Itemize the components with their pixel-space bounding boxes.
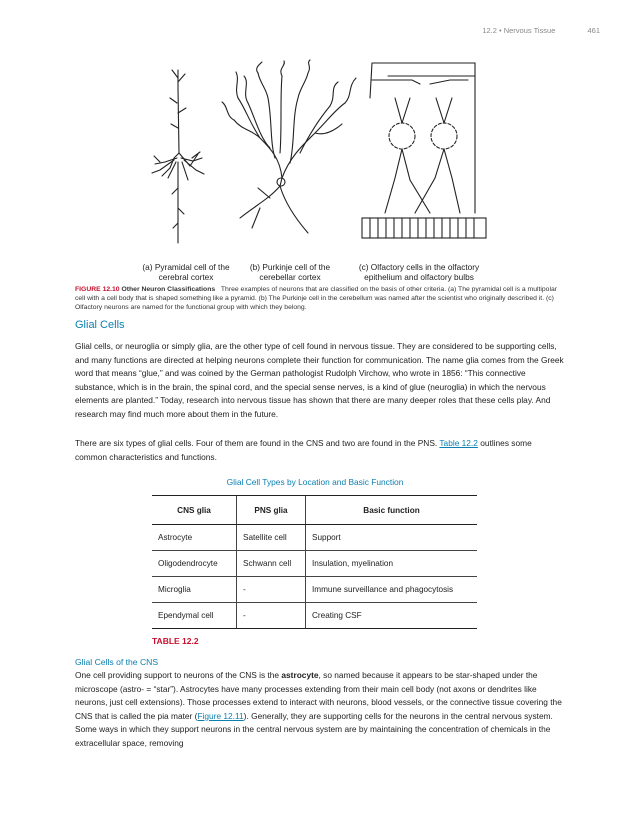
glial-table xyxy=(152,495,477,629)
paragraph-text: outlines some common characteristics and functions. xyxy=(75,438,532,462)
figure-link[interactable]: Figure 12.11 xyxy=(197,710,244,721)
table-row xyxy=(152,577,477,603)
purkinje-cell-drawing xyxy=(222,60,356,233)
paragraph-text: One cell providing support to neurons of the CNS is the xyxy=(75,670,280,680)
table-cell: Microglia xyxy=(152,577,237,603)
table-cell: Support xyxy=(306,525,478,551)
table-header-cell: CNS glia xyxy=(152,496,237,525)
page-number: 461 xyxy=(587,26,600,35)
paragraph-text: ). Generally, they are supporting cells for the neurons in the central nervous system. Some ways in which they support neurons in the central nervous system are by maintaining the concentration of chemicals in the extracellular space, removing xyxy=(75,710,553,748)
table-row xyxy=(152,525,477,551)
section-title: Glial Cells xyxy=(75,319,125,331)
figure-number: FIGURE 12.10 xyxy=(75,286,120,293)
figure-caption-text: Three examples of neurons that are classified on the basis of other criteria. (a) The pyramidal cell is a multipolar cell with a cell body that is shaped something like a pyramid. (b) The Purkinje cell in the cerebellum was named after the scientist who originally described it. (c) Olfactory neurons are named for the functional group with which they belong. xyxy=(75,286,558,312)
subcaption-b: (b) Purkinje cell of the cerebellar cortex xyxy=(249,262,331,282)
table-title: Glial Cell Types by Location and Basic Function xyxy=(226,477,404,487)
paragraph-text: There are six types of glial cells. Four of them are found in the CNS and two are found in the PNS. xyxy=(75,438,438,448)
subcaption-a: (a) Pyramidal cell of the cerebral cortex xyxy=(142,262,230,282)
table-cell: - xyxy=(237,577,306,603)
table-header-cell: PNS glia xyxy=(237,496,306,525)
term-astrocyte: astrocyte xyxy=(281,670,319,680)
paragraph-glial-types xyxy=(75,437,565,464)
table-header-cell: Basic function xyxy=(306,496,478,525)
table-label: TABLE 12.2 xyxy=(152,636,199,646)
paragraph-text: , so named because it appears to be star-shaped under the microscope (astro- = “star”). Astrocytes have many processes extending from their main cell body (not axons or dendrites like neurons, just cell extensions). Those processes extend to interact with neurons, blood vessels, or the connective tissue covering the CNS that is called the pia mater ( xyxy=(75,670,562,721)
neuron-figure xyxy=(130,58,500,246)
paragraph-astrocyte xyxy=(75,669,565,751)
table-cell: Schwann cell xyxy=(237,551,306,577)
table-row xyxy=(152,551,477,577)
olfactory-cells-drawing xyxy=(362,63,486,238)
table-header-row xyxy=(152,496,477,525)
table-cell: Insulation, myelination xyxy=(306,551,478,577)
subcaption-c: (c) Olfactory cells in the olfactory epithelium and olfactory bulbs xyxy=(358,262,480,282)
paragraph-glial-intro: Glial cells, or neuroglia or simply glia, are the other type of cell found in nervous tissue. They are considered to be supporting cells, and many functions are directed at helping neurons complete their function for communication. The name glia comes from the Greek word that means “glue,” and was coined by the German pathologist Rudolph Virchow, who wrote in 1856: “This connective substance, which is in the brain, the spinal cord, and the special sense nerves, is a kind of glue (neuroglia) in which the nervous elements are planted.” Today, research into nervous tissue has shown that there are many deeper roles that these cells play. And research may find much more about them in the future. xyxy=(75,341,564,419)
table-link[interactable]: Table 12.2 xyxy=(439,438,478,448)
table-row xyxy=(152,603,477,629)
table-cell: Creating CSF xyxy=(306,603,478,629)
table-cell: Astrocyte xyxy=(152,525,237,551)
table-cell: Immune surveillance and phagocytosis xyxy=(306,577,478,603)
subsection-title: Glial Cells of the CNS xyxy=(75,657,159,667)
running-head-section: 12.2 • Nervous Tissue xyxy=(482,26,556,35)
figure-caption xyxy=(75,285,565,313)
neuron-illustration xyxy=(130,58,500,246)
table-cell: Ependymal cell xyxy=(152,603,237,629)
table-cell: - xyxy=(237,603,306,629)
table-cell: Satellite cell xyxy=(237,525,306,551)
figure-title: Other Neuron Classifications xyxy=(121,286,216,293)
running-head xyxy=(482,26,600,35)
pyramidal-cell-drawing xyxy=(152,70,204,243)
table-cell: Oligodendrocyte xyxy=(152,551,237,577)
